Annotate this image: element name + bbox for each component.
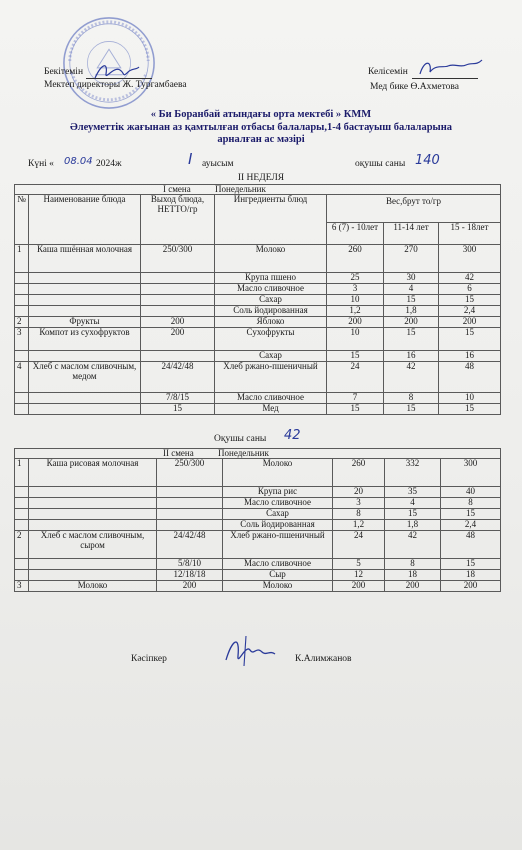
dish-name bbox=[29, 570, 157, 581]
dish-name bbox=[29, 487, 157, 498]
dish-yield bbox=[141, 295, 215, 306]
weight-age-1: 15 bbox=[327, 404, 384, 415]
table-row bbox=[15, 306, 501, 317]
table-row bbox=[15, 520, 501, 531]
weight-age-2: 18 bbox=[385, 570, 441, 581]
dish-yield bbox=[157, 520, 223, 531]
weight-age-1: 3 bbox=[333, 498, 385, 509]
col-dish-header: Наименование блюда bbox=[29, 195, 141, 245]
table-row bbox=[15, 284, 501, 295]
weight-age-1: 200 bbox=[333, 581, 385, 592]
entrepreneur-signature bbox=[220, 630, 278, 670]
dish-name bbox=[29, 559, 157, 570]
row-number bbox=[15, 404, 29, 415]
weight-age-2: 8 bbox=[384, 393, 439, 404]
row-number: 2 bbox=[15, 531, 29, 559]
col-ingredients-header: Ингредиенты блюд bbox=[215, 195, 327, 245]
table-row bbox=[15, 273, 501, 284]
dish-name bbox=[29, 498, 157, 509]
dish-name: Каша пшённая молочная bbox=[29, 245, 141, 273]
row-number bbox=[15, 295, 29, 306]
dish-name bbox=[29, 520, 157, 531]
row-number bbox=[15, 509, 29, 520]
dish-name: Хлеб с маслом сливочным, медом bbox=[29, 362, 141, 393]
weight-age-1: 260 bbox=[333, 459, 385, 487]
weight-age-3: 200 bbox=[441, 581, 501, 592]
weight-age-2: 42 bbox=[385, 531, 441, 559]
table-row bbox=[15, 487, 501, 498]
shift-label: ауысым bbox=[202, 159, 234, 169]
col-weight-header: Вес,брут то/гр bbox=[327, 195, 501, 223]
ingredient-name: Соль йодированная bbox=[223, 520, 333, 531]
ingredient-name: Сахар bbox=[215, 351, 327, 362]
weight-age-2: 16 bbox=[384, 351, 439, 362]
dish-name bbox=[29, 273, 141, 284]
dish-yield: 24/42/48 bbox=[141, 362, 215, 393]
weight-age-3: 200 bbox=[439, 317, 501, 328]
weight-age-3: 48 bbox=[439, 362, 501, 393]
menu-title: Әлеуметтік жағынан аз қамтылған отбасы балалары,1-4 бастауыш балаларына bbox=[69, 122, 453, 133]
dish-name bbox=[29, 306, 141, 317]
date-value: 08.04 bbox=[64, 156, 93, 167]
age-group-2: 11-14 лет bbox=[384, 223, 439, 245]
dish-yield: 200 bbox=[157, 581, 223, 592]
nurse-line: Мед бике Ө.Ахметова bbox=[370, 82, 459, 92]
ingredient-name: Молоко bbox=[223, 459, 333, 487]
dish-yield: 7/8/15 bbox=[141, 393, 215, 404]
dish-yield: 250/300 bbox=[157, 459, 223, 487]
dish-name bbox=[29, 404, 141, 415]
weight-age-2: 200 bbox=[385, 581, 441, 592]
ingredient-name: Хлеб ржано-пшеничный bbox=[215, 362, 327, 393]
table-row bbox=[15, 393, 501, 404]
table-row bbox=[15, 404, 501, 415]
students-label-2: Оқушы саны bbox=[214, 434, 267, 444]
students-label: оқушы саны bbox=[355, 159, 406, 169]
table-row bbox=[15, 317, 501, 328]
shift1-label: I смена bbox=[163, 184, 191, 194]
entrepreneur-label: Кәсіпкер bbox=[131, 654, 167, 664]
dish-name: Хлеб с маслом сливочным, сыром bbox=[29, 531, 157, 559]
weight-age-2: 1,8 bbox=[385, 520, 441, 531]
weight-age-2: 15 bbox=[384, 404, 439, 415]
row-number bbox=[15, 520, 29, 531]
row-number bbox=[15, 559, 29, 570]
table-row bbox=[15, 581, 501, 592]
dish-yield: 12/18/18 bbox=[157, 570, 223, 581]
weight-age-1: 5 bbox=[333, 559, 385, 570]
dish-yield: 250/300 bbox=[141, 245, 215, 273]
col-number-header: № bbox=[15, 195, 29, 245]
weight-age-2: 1,8 bbox=[384, 306, 439, 317]
dish-name bbox=[29, 351, 141, 362]
dish-yield: 24/42/48 bbox=[157, 531, 223, 559]
shift2-header-row bbox=[15, 449, 501, 459]
age-group-3: 15 - 18лет bbox=[439, 223, 501, 245]
row-number: 1 bbox=[15, 459, 29, 487]
dish-yield: 200 bbox=[141, 317, 215, 328]
weight-age-3: 2,4 bbox=[439, 306, 501, 317]
row-number bbox=[15, 273, 29, 284]
table-row bbox=[15, 570, 501, 581]
weight-age-3: 15 bbox=[439, 328, 501, 351]
shift-value: I bbox=[188, 150, 193, 168]
weight-age-2: 4 bbox=[384, 284, 439, 295]
weight-age-3: 40 bbox=[441, 487, 501, 498]
table-row bbox=[15, 459, 501, 487]
dish-yield: 15 bbox=[141, 404, 215, 415]
director-line: Мектеп директоры Ж. Тургамбаева bbox=[44, 80, 187, 90]
weight-age-1: 25 bbox=[327, 273, 384, 284]
ingredient-name: Соль йодированная bbox=[215, 306, 327, 317]
row-number bbox=[15, 570, 29, 581]
row-number bbox=[15, 284, 29, 295]
students-value-2: 42 bbox=[284, 428, 301, 443]
weight-age-2: 15 bbox=[385, 509, 441, 520]
row-number: 3 bbox=[15, 581, 29, 592]
dish-yield bbox=[141, 306, 215, 317]
nurse-signature bbox=[416, 54, 486, 82]
weight-age-1: 10 bbox=[327, 295, 384, 306]
table-row bbox=[15, 559, 501, 570]
weight-age-2: 42 bbox=[384, 362, 439, 393]
row-number bbox=[15, 306, 29, 317]
weight-age-3: 15 bbox=[441, 559, 501, 570]
ingredient-name: Молоко bbox=[223, 581, 333, 592]
table-row bbox=[15, 295, 501, 306]
dish-name: Фрукты bbox=[29, 317, 141, 328]
entrepreneur-name: К.Алимжанов bbox=[295, 654, 352, 664]
weight-age-1: 1,2 bbox=[333, 520, 385, 531]
ingredient-name: Сахар bbox=[223, 509, 333, 520]
dish-yield: 200 bbox=[141, 328, 215, 351]
col-yield-header: Выход блюда, НЕТТО/гр bbox=[141, 195, 215, 245]
table-row bbox=[15, 509, 501, 520]
age-group-1: 6 (7) - 10лет bbox=[327, 223, 384, 245]
dish-name: Компот из сухофруктов bbox=[29, 328, 141, 351]
ingredient-name: Мед bbox=[215, 404, 327, 415]
ingredient-name: Масло сливочное bbox=[223, 498, 333, 509]
table-row bbox=[15, 351, 501, 362]
weight-age-3: 42 bbox=[439, 273, 501, 284]
date-label: Күні « bbox=[28, 159, 54, 169]
ingredient-name: Масло сливочное bbox=[223, 559, 333, 570]
weight-age-2: 332 bbox=[385, 459, 441, 487]
weight-age-1: 200 bbox=[327, 317, 384, 328]
table-row bbox=[15, 498, 501, 509]
weight-age-2: 30 bbox=[384, 273, 439, 284]
ingredient-name: Яблоко bbox=[215, 317, 327, 328]
ingredient-name: Масло сливочное bbox=[215, 284, 327, 295]
weight-age-3: 300 bbox=[439, 245, 501, 273]
ingredient-name: Масло сливочное bbox=[215, 393, 327, 404]
school-name: « Би Боранбай атындағы орта мектебі » КММ bbox=[150, 109, 372, 120]
ingredient-name: Сыр bbox=[223, 570, 333, 581]
menu-subtitle: арналған ас мәзірі bbox=[217, 134, 305, 145]
weight-age-3: 48 bbox=[441, 531, 501, 559]
weight-age-3: 2,4 bbox=[441, 520, 501, 531]
shift2-day: Понедельник bbox=[218, 448, 269, 458]
weight-age-2: 8 bbox=[385, 559, 441, 570]
dish-yield bbox=[141, 273, 215, 284]
weight-age-3: 10 bbox=[439, 393, 501, 404]
weight-age-1: 24 bbox=[327, 362, 384, 393]
weight-age-3: 15 bbox=[439, 295, 501, 306]
row-number bbox=[15, 487, 29, 498]
row-number: 1 bbox=[15, 245, 29, 273]
weight-age-3: 15 bbox=[439, 404, 501, 415]
week-label: II НЕДЕЛЯ bbox=[237, 173, 285, 183]
weight-age-1: 7 bbox=[327, 393, 384, 404]
weight-age-2: 35 bbox=[385, 487, 441, 498]
dish-name bbox=[29, 284, 141, 295]
ingredient-name: Крупа рис bbox=[223, 487, 333, 498]
weight-age-3: 15 bbox=[441, 509, 501, 520]
approve-label: Бекітемін bbox=[44, 67, 84, 77]
shift2-label: II смена bbox=[163, 448, 194, 458]
weight-age-3: 6 bbox=[439, 284, 501, 295]
dish-name: Молоко bbox=[29, 581, 157, 592]
dish-yield bbox=[157, 509, 223, 520]
weight-age-3: 8 bbox=[441, 498, 501, 509]
table-row bbox=[15, 531, 501, 559]
weight-age-1: 15 bbox=[327, 351, 384, 362]
dish-name bbox=[29, 509, 157, 520]
table-row bbox=[15, 328, 501, 351]
ingredient-name: Хлеб ржано-пшеничный bbox=[223, 531, 333, 559]
dish-yield bbox=[141, 284, 215, 295]
weight-age-2: 15 bbox=[384, 328, 439, 351]
ingredient-name: Сухофрукты bbox=[215, 328, 327, 351]
ingredient-name: Крупа пшено bbox=[215, 273, 327, 284]
dish-yield bbox=[157, 487, 223, 498]
ingredient-name: Молоко bbox=[215, 245, 327, 273]
ingredient-name: Сахар bbox=[215, 295, 327, 306]
weight-age-1: 12 bbox=[333, 570, 385, 581]
students-value: 140 bbox=[415, 153, 440, 168]
row-number bbox=[15, 498, 29, 509]
dish-yield: 5/8/10 bbox=[157, 559, 223, 570]
weight-age-1: 1,2 bbox=[327, 306, 384, 317]
weight-age-1: 24 bbox=[333, 531, 385, 559]
weight-age-2: 270 bbox=[384, 245, 439, 273]
table-row bbox=[15, 362, 501, 393]
weight-age-3: 18 bbox=[441, 570, 501, 581]
row-number bbox=[15, 393, 29, 404]
weight-age-2: 4 bbox=[385, 498, 441, 509]
table-row bbox=[15, 245, 501, 273]
weight-age-1: 8 bbox=[333, 509, 385, 520]
row-number: 2 bbox=[15, 317, 29, 328]
shift1-header-row bbox=[15, 185, 501, 195]
weight-age-3: 300 bbox=[441, 459, 501, 487]
shift1-day: Понедельник bbox=[215, 184, 266, 194]
dish-name bbox=[29, 393, 141, 404]
dish-name: Каша рисовая молочная bbox=[29, 459, 157, 487]
row-number: 4 bbox=[15, 362, 29, 393]
row-number bbox=[15, 351, 29, 362]
row-number: 3 bbox=[15, 328, 29, 351]
agree-label: Келісемін bbox=[368, 67, 408, 77]
dish-name bbox=[29, 295, 141, 306]
weight-age-2: 200 bbox=[384, 317, 439, 328]
weight-age-1: 20 bbox=[333, 487, 385, 498]
year-text: 2024ж bbox=[96, 159, 122, 169]
weight-age-3: 16 bbox=[439, 351, 501, 362]
weight-age-1: 260 bbox=[327, 245, 384, 273]
menu-table-shift1 bbox=[14, 184, 501, 415]
menu-table-shift2 bbox=[14, 448, 501, 592]
weight-age-1: 10 bbox=[327, 328, 384, 351]
weight-age-2: 15 bbox=[384, 295, 439, 306]
dish-yield bbox=[157, 498, 223, 509]
dish-yield bbox=[141, 351, 215, 362]
weight-age-1: 3 bbox=[327, 284, 384, 295]
